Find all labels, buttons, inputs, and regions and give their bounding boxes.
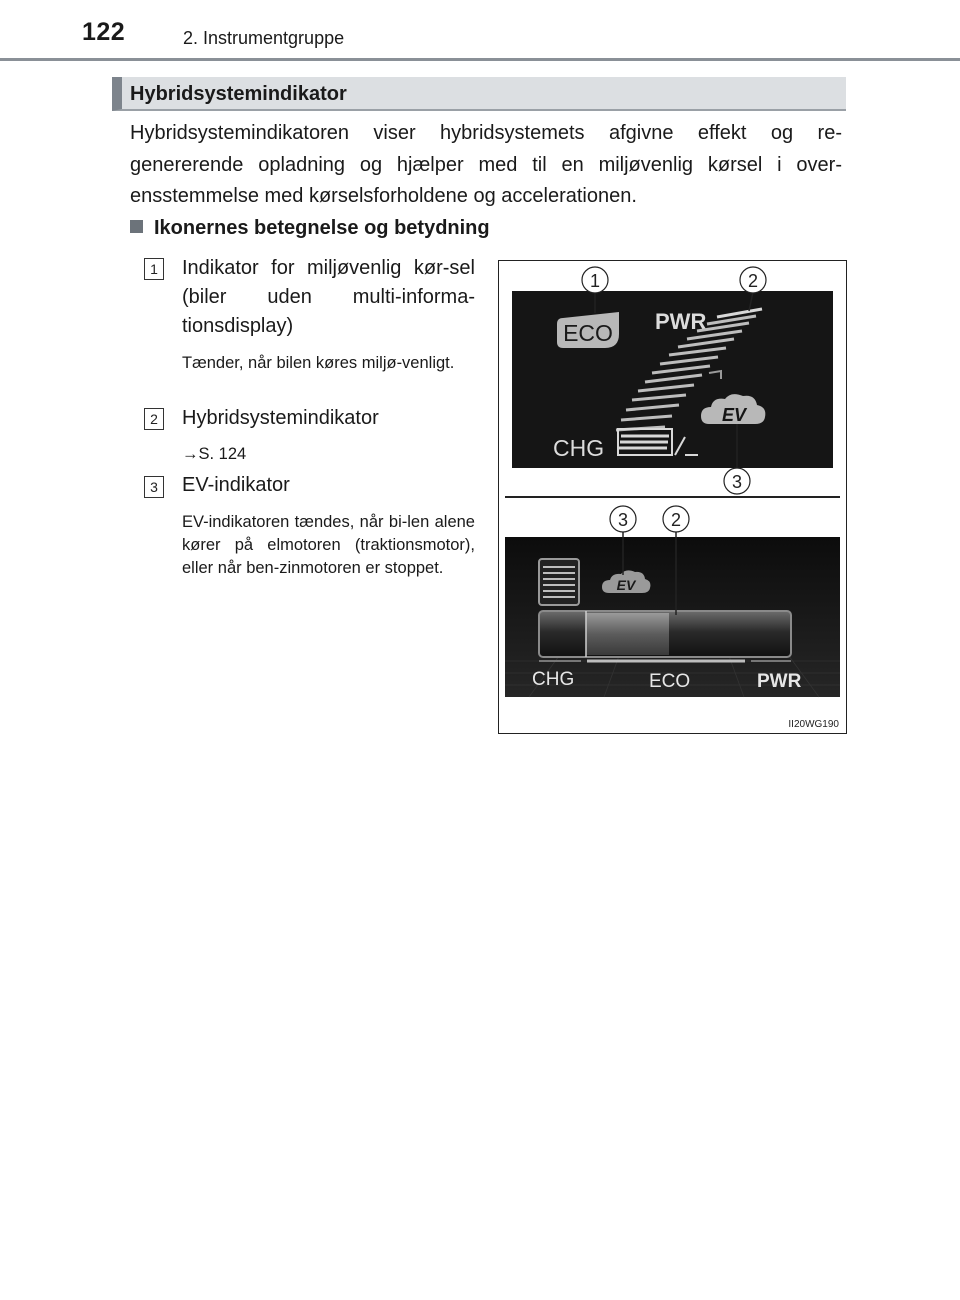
section-title: Hybridsystemindikator <box>130 83 347 105</box>
figure-illustration <box>499 261 846 733</box>
callout-number: 3 <box>731 472 743 492</box>
eco-label: ECO <box>649 671 691 692</box>
callout-number: 3 <box>617 510 629 530</box>
ev-label: EV <box>721 405 747 425</box>
page-reference-link[interactable]: S. 124 <box>198 445 247 463</box>
callout-number: 1 <box>589 271 601 291</box>
battery-icon <box>539 559 579 605</box>
arrow-right-icon: → <box>182 445 199 463</box>
eco-label: ECO <box>563 320 613 346</box>
section-heading-bar <box>112 77 846 111</box>
page-number: 122 <box>82 18 126 46</box>
item-number-badge: 1 <box>144 258 164 280</box>
item-description: Tænder, når bilen køres miljø-venligt. <box>182 354 455 372</box>
power-bar-fill <box>586 613 669 655</box>
chg-label: CHG <box>553 435 605 461</box>
hybrid-indicator-figure <box>498 260 847 734</box>
chapter-title: 2. Instrumentgruppe <box>183 28 345 48</box>
pwr-label: PWR <box>655 309 707 334</box>
item-number-badge: 2 <box>144 408 164 430</box>
header-rule <box>0 58 960 61</box>
square-bullet-icon <box>130 220 143 233</box>
ev-label: EV <box>616 577 636 593</box>
item-description: EV-indikatoren tændes, når bi-len alene kører på elmotoren (traktionsmotor), eller når ben-zinmotoren er stoppet. <box>182 513 475 577</box>
item-title: Indikator for miljøvenlig kør-sel (biler uden multi-informa-tionsdisplay) <box>182 257 475 337</box>
callout-number: 2 <box>670 510 682 530</box>
sub-heading-text: Ikonernes betegnelse og betydning <box>154 217 490 239</box>
item-number-badge: 3 <box>144 476 164 498</box>
callout-number: 2 <box>747 271 759 291</box>
figure-code: II20WG190 <box>788 719 839 730</box>
chg-label: CHG <box>532 669 575 690</box>
pwr-label: PWR <box>757 671 802 692</box>
item-title: Hybridsystemindikator <box>182 407 379 429</box>
item-description <box>182 443 475 466</box>
intro-paragraph: Hybridsystemindikatoren viser hybridsystemets afgivne effekt og re-genererende opladning og hjælper med til en miljøvenlig kørsel i over-ensstemmelse med kørselsforholdene og accelerationen. <box>130 122 842 207</box>
item-title: EV-indikator <box>182 474 290 496</box>
sub-heading <box>130 217 490 240</box>
